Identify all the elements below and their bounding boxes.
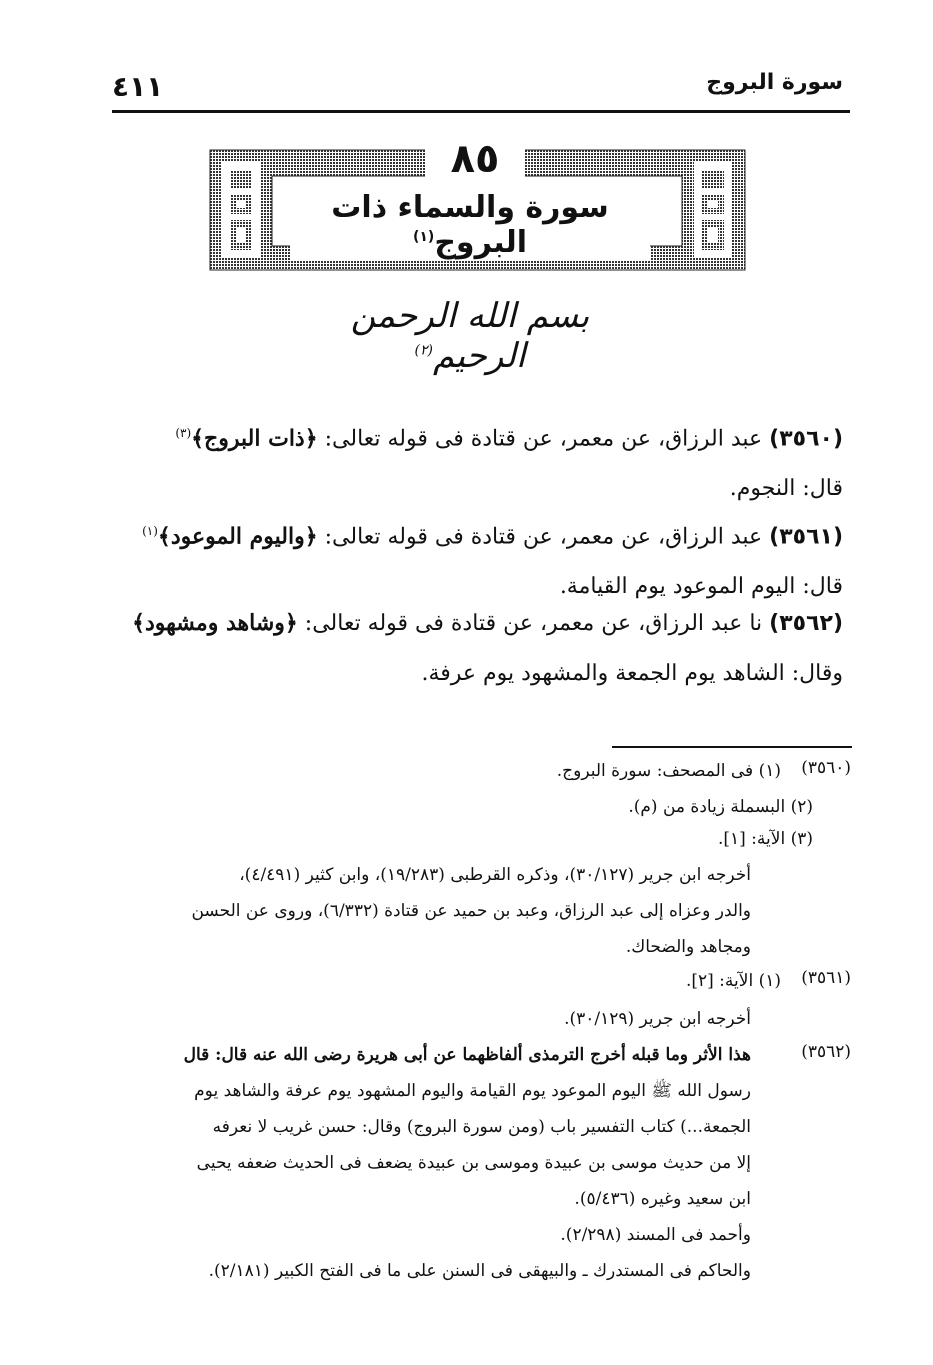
footnote-line: هذا الأثر وما قبله أخرج الترمذى ألفاظهما عن أبى هريرة رضى الله عنه قال: قال — [183, 1045, 751, 1065]
entry-line-2: قال: اليوم الموعود يوم القيامة. — [559, 574, 843, 600]
hadith-entry-3560 — [103, 408, 843, 514]
entry-footnote-ref: (١) — [142, 524, 158, 538]
footnote-line: أخرجه ابن جرير (٣٠/١٢٩). — [564, 1009, 751, 1029]
footnote-label-3560: (٣٥٦٠) — [801, 758, 851, 778]
hadith-entry-3561 — [103, 506, 843, 612]
footnote-line: رسول الله ﷺ اليوم الموعود يوم القيامة واليوم المشهود يوم عرفة والشاهد يوم — [194, 1081, 751, 1101]
entry-text: عبد الرزاق، عن معمر، عن قتادة فى قوله تعالى: — [324, 524, 763, 550]
basmala — [310, 296, 630, 376]
entry-line — [103, 408, 843, 464]
footnote-rule — [612, 746, 852, 748]
footnote-line: ابن سعيد وغيره (٥/٤٣٦). — [574, 1189, 751, 1209]
footnote-label-3562: (٣٥٦٢) — [801, 1042, 851, 1062]
entry-number: (٣٥٦١) — [769, 524, 843, 550]
quran-quote: ﴿واليوم الموعود﴾ — [157, 523, 318, 550]
quran-quote: ﴿وشاهد ومشهود﴾ — [132, 610, 298, 636]
footnote-line: (١) الآية: [٢]. — [685, 971, 781, 991]
entry-line-2: وقال: الشاهد يوم الجمعة والمشهود يوم عرفة. — [421, 661, 843, 686]
entry-number: (٣٥٦٢) — [769, 611, 843, 636]
entry-text: عبد الرزاق، عن معمر، عن قتادة فى قوله تعالى: — [324, 426, 763, 452]
surah-title-footnote-ref: (١) — [412, 229, 435, 245]
quran-quote: ﴿ذات البروج﴾ — [191, 425, 318, 452]
footnote-line: (٣) الآية: [١]. — [717, 829, 813, 849]
footnote-line: (٢) البسملة زيادة من (م). — [628, 797, 813, 817]
hadith-entry-3562 — [103, 598, 843, 699]
entry-number: (٣٥٦٠) — [769, 426, 843, 452]
footnote-line: (١) فى المصحف: سورة البروج. — [556, 761, 781, 781]
surah-title — [290, 190, 650, 260]
footnote-line: والدر وعزاه إلى عبد الرزاق، وعبد بن حميد عن قتادة (٦/٣٣٢)، وروى عن الحسن — [191, 901, 751, 921]
footnote-line: وأحمد فى المسند (٢/٢٩٨). — [560, 1225, 751, 1245]
header-rule — [112, 110, 850, 113]
footnote-label-3561: (٣٥٦١) — [801, 968, 851, 988]
surah-number: ٨٥ — [425, 136, 525, 182]
footnote-line: أخرجه ابن جرير (٣٠/١٢٧)، وذكره القرطبى (١٩/٢٨٣)، وابن كثير (٤/٤٩١)، — [239, 865, 751, 885]
entry-line-2: قال: النجوم. — [729, 476, 843, 502]
entry-footnote-ref: (٣) — [175, 426, 192, 440]
basmala-footnote-ref: (٢) — [414, 342, 433, 359]
footnote-line: والحاكم فى المستدرك ـ والبيهقى فى السنن على ما فى الفتح الكبير (٢/١٨١). — [208, 1261, 751, 1281]
footnote-line: الجمعة...) كتاب التفسير باب (ومن سورة البروج) وقال: حسن غريب لا نعرفه — [212, 1117, 751, 1137]
footnote-line: إلا من حديث موسى بن عبيدة وموسى بن عبيدة يضعف فى الحديث ضعفه يحيى — [196, 1153, 751, 1173]
entry-line — [103, 506, 843, 562]
basmala-text: بسم الله الرحمن الرحيم — [350, 296, 590, 376]
footnote-line: ومجاهد والضحاك. — [625, 937, 751, 957]
page-number: ٤١١ — [112, 70, 164, 103]
surah-title-text: سورة والسماء ذات البروج — [331, 190, 609, 260]
entry-line — [103, 598, 843, 649]
running-title: سورة البروج — [706, 70, 843, 95]
entry-text: نا عبد الرزاق، عن معمر، عن قتادة فى قوله تعالى: — [304, 611, 763, 636]
